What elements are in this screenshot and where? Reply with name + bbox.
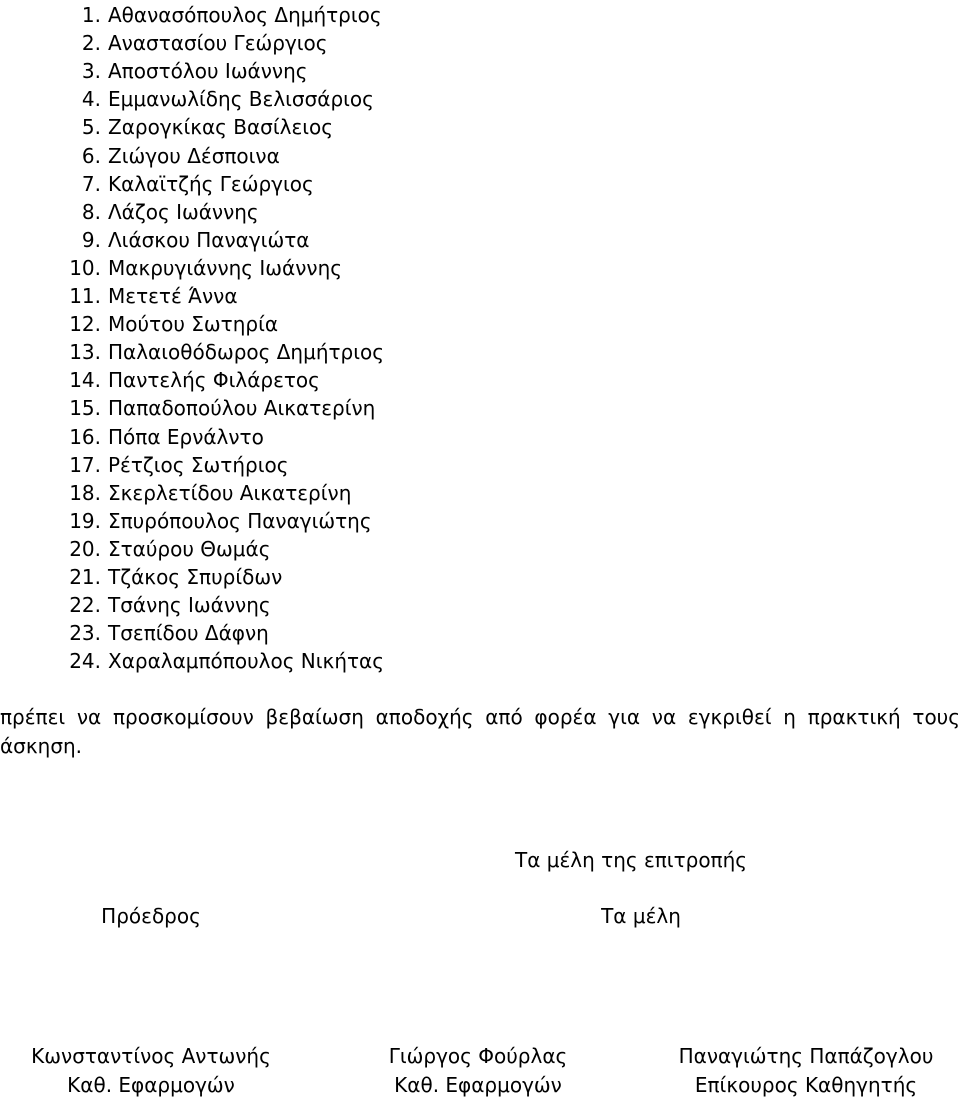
- list-item: [0, 619, 269, 647]
- list-item-number: 5.: [81, 115, 101, 140]
- list-item: [0, 254, 342, 282]
- list-item-name: Μετετέ Άννα: [108, 284, 238, 308]
- list-item: [0, 366, 320, 394]
- list-item: [0, 535, 270, 563]
- list-item-number: 8.: [81, 199, 101, 224]
- list-item-number: 3.: [81, 59, 101, 84]
- list-item: [0, 507, 372, 535]
- list-item-number: 23.: [69, 621, 101, 646]
- list-item-number: 6.: [81, 143, 101, 168]
- list-item-number: 1.: [81, 3, 101, 27]
- members-label: Τα μέλη: [601, 904, 681, 928]
- list-item-name: Παπαδοπούλου Αικατερίνη: [108, 396, 376, 421]
- list-item-number: 18.: [69, 480, 101, 505]
- committee-heading: Τα μέλη της επιτροπής: [514, 848, 748, 872]
- list-item-number: 20.: [69, 536, 101, 561]
- list-item-number: 17.: [69, 452, 101, 477]
- list-item-name: Λάζος Ιωάννης: [108, 199, 259, 224]
- list-item: [0, 394, 375, 422]
- list-item-name: Αποστόλου Ιωάννης: [108, 59, 308, 84]
- signatory-1-name: Κωνσταντίνος Αντωνής: [31, 1044, 271, 1068]
- list-item-name: Σκερλετίδου Αικατερίνη: [108, 480, 352, 505]
- list-item: [0, 591, 271, 619]
- list-item-number: 22.: [69, 593, 101, 618]
- list-item-number: 2.: [81, 31, 101, 56]
- list-item: [0, 29, 328, 57]
- list-item-number: 11.: [69, 284, 101, 308]
- list-item: [0, 647, 384, 675]
- list-item-name: Παντελής Φιλάρετος: [108, 368, 320, 393]
- signatory-3-title: Επίκουρος Καθηγητής: [694, 1073, 918, 1097]
- list-item-name: Χαραλαμπόπουλος Νικήτας: [108, 649, 384, 674]
- list-item: [0, 113, 333, 141]
- list-item-name: Αθανασόπουλος Δημήτριος: [108, 3, 382, 27]
- list-item-number: 12.: [69, 312, 101, 337]
- list-item: [0, 338, 384, 366]
- list-item-name: Τσάνης Ιωάννης: [108, 593, 271, 618]
- list-item: [0, 142, 280, 170]
- list-item-number: 13.: [69, 340, 101, 365]
- president-label: Πρόεδρος: [101, 904, 201, 928]
- list-item-number: 24.: [69, 649, 101, 674]
- list-item: [0, 85, 374, 113]
- signatory-3-name: Παναγιώτης Παπάζογλου: [678, 1044, 934, 1068]
- list-item-name: Τσεπίδου Δάφνη: [108, 621, 269, 646]
- list-item-number: 9.: [81, 227, 101, 252]
- list-item: [0, 1, 382, 29]
- list-item-number: 10.: [69, 255, 101, 280]
- list-item-number: 21.: [69, 565, 101, 589]
- list-item-name: Αναστασίου Γεώργιος: [108, 31, 328, 56]
- list-item: [0, 451, 288, 479]
- signatory-1-title: Καθ. Εφαρμογών: [67, 1073, 235, 1097]
- list-item: [0, 198, 259, 226]
- list-item-number: 16.: [69, 424, 101, 449]
- list-item: [0, 57, 308, 85]
- list-item: [0, 282, 238, 310]
- list-item-name: Σπυρόπουλος Παναγιώτης: [108, 508, 372, 533]
- statement-paragraph: πρέπει να προσκομίσουν βεβαίωση αποδοχής από φορέα για να εγκριθεί η πρακτική τους άσκηση.: [0, 705, 960, 758]
- list-item-name: Τζάκος Σπυρίδων: [108, 565, 283, 589]
- list-item-name: Ρέτζιος Σωτήριος: [108, 452, 289, 477]
- list-item-number: 14.: [69, 368, 101, 393]
- list-item-name: Ζιώγου Δέσποινα: [108, 143, 280, 168]
- list-item-name: Λιάσκου Παναγιώτα: [108, 227, 310, 252]
- list-item: [0, 226, 309, 254]
- list-item-number: 4.: [81, 87, 101, 112]
- list-item-name: Καλαϊτζής Γεώργιος: [108, 171, 314, 196]
- signatory-2-title: Καθ. Εφαρμογών: [394, 1073, 562, 1097]
- signatory-2-name: Γιώργος Φούρλας: [388, 1044, 568, 1068]
- list-item: [0, 479, 351, 507]
- list-item-name: Μούτου Σωτηρία: [108, 312, 279, 337]
- list-item: [0, 310, 278, 338]
- list-item-name: Παλαιοθόδωρος Δημήτριος: [108, 340, 384, 365]
- list-item: [0, 423, 264, 451]
- list-item-number: 19.: [69, 508, 101, 533]
- list-item-number: 7.: [81, 171, 101, 196]
- list-item-name: Ζαρογκίκας Βασίλειος: [108, 115, 334, 140]
- list-item-name: Πόπα Ερνάλντο: [108, 424, 264, 449]
- list-item-name: Μακρυγιάννης Ιωάννης: [108, 255, 342, 280]
- list-item-name: Σταύρου Θωμάς: [108, 536, 271, 561]
- list-item: [0, 170, 314, 198]
- list-item-number: 15.: [69, 396, 101, 421]
- list-item-name: Εμμανωλίδης Βελισσάριος: [108, 87, 374, 112]
- list-item: [0, 563, 282, 591]
